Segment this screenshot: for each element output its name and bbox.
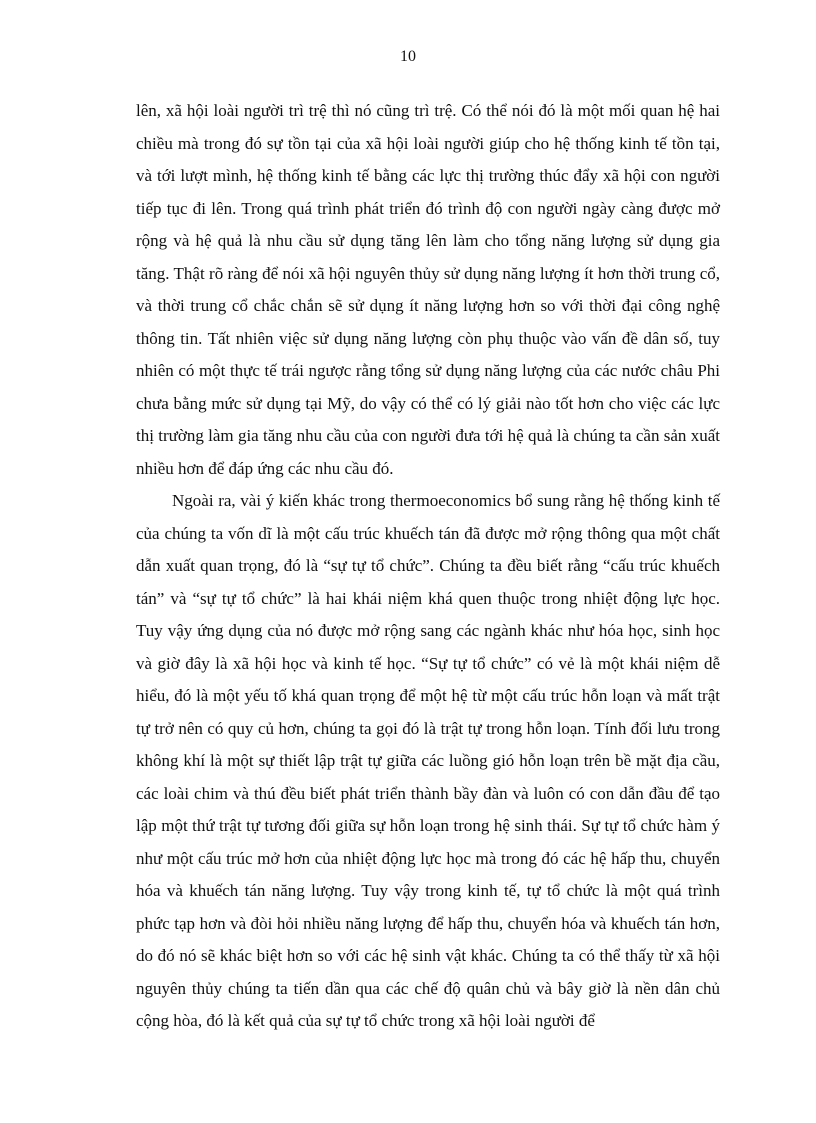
paragraph-self-organization: Ngoài ra, vài ý kiến khác trong thermoeconomics bổ sung rằng hệ thống kinh tế của chúng ta vốn dĩ là một cấu trúc khuếch tán đã được mở rộng thông qua một chất dẫn xuất quan trọng, đó là “sự tự tổ chức”. Chúng ta đều biết rằng “cấu trúc khuếch tán” và “sự tự tổ chức” là hai khái niệm khá quen thuộc trong nhiệt động lực học. Tuy vậy ứng dụng của nó được mở rộng sang các ngành khác như hóa học, sinh học và giờ đây là xã hội học và kinh tế học. “Sự tự tổ chức” có vẻ là một khái niệm dễ hiểu, đó là một yếu tố khá quan trọng để một hệ từ một cấu trúc hỗn loạn và mất trật tự trở nên có quy củ hơn, chúng ta gọi đó là trật tự trong hỗn loạn. Tính đối lưu trong không khí là một sự thiết lập trật tự giữa các luồng gió hỗn loạn trên bề mặt địa cầu, các loài chim và thú đều biết phát triển thành bầy đàn và luôn có con dẫn đầu để tạo lập một thứ trật tự tương đối giữa sự hỗn loạn trong hệ sinh thái. Sự tự tổ chức hàm ý như một cấu trúc mở hơn của nhiệt động lực học mà trong đó các hệ hấp thu, chuyển hóa và khuếch tán năng lượng. Tuy vậy trong kinh tế, tự tổ chức là một quá trình phức tạp hơn và đòi hỏi nhiều năng lượng để hấp thu, chuyển hóa và khuếch tán hơn, do đó nó sẽ khác biệt hơn so với các hệ sinh vật khác. Chúng ta có thể thấy từ xã hội nguyên thủy chúng ta tiến dần qua các chế độ quân chủ và bây giờ là nền dân chủ cộng hòa, đó là kết quả của sự tự tổ chức trong xã hội loài người để	[136, 491, 720, 1030]
page-number: 10	[400, 48, 416, 65]
body-text	[136, 95, 720, 1038]
paragraph-continuation: lên, xã hội loài người trì trệ thì nó cũng trì trệ. Có thể nói đó là một mối quan hệ hai chiều mà trong đó sự tồn tại của xã hội loài người giúp cho hệ thống kinh tế tồn tại, và tới lượt mình, hệ thống kinh tế bằng các lực thị trường thúc đẩy xã hội con người tiếp tục đi lên. Trong quá trình phát triển đó trình độ con người ngày càng được mở rộng và hệ quả là nhu cầu sử dụng tăng lên làm cho tổng năng lượng sử dụng gia tăng. Thật rõ ràng để nói xã hội nguyên thủy sử dụng năng lượng ít hơn thời trung cổ, và thời trung cổ chắc chắn sẽ sử dụng ít năng lượng hơn so với thời đại công nghệ thông tin. Tất nhiên việc sử dụng năng lượng còn phụ thuộc vào vấn đề dân số, tuy nhiên có một thực tế trái ngược rằng tổng sử dụng năng lượng của các nước châu Phi chưa bằng mức sử dụng tại Mỹ, do vậy có thể có lý giải nào tốt hơn cho việc các lực thị trường làm gia tăng nhu cầu của con người đưa tới hệ quả là chúng ta cần sản xuất nhiều hơn để đáp ứng các nhu cầu đó.	[136, 101, 720, 478]
